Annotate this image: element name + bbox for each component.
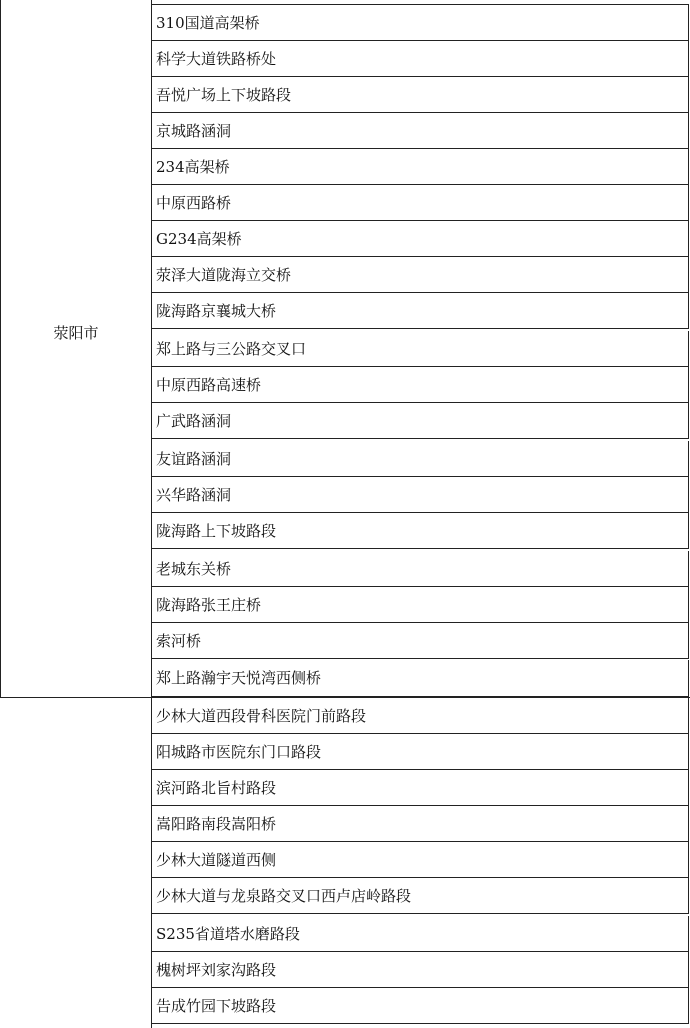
region-cell-group-2	[0, 698, 152, 1028]
location-cell: 少林大道隧道西侧	[152, 842, 689, 878]
location-cell: 陇海路张王庄桥	[152, 587, 689, 623]
location-cell: 友谊路涵洞	[152, 441, 689, 477]
location-cell: 荥泽大道陇海立交桥	[152, 257, 689, 293]
location-cell: 中原西路高速桥	[152, 367, 689, 403]
region-cell-group-1	[0, 0, 152, 697]
location-cell: 陇海路京襄城大桥	[152, 293, 689, 329]
region-label: 荥阳市	[53, 324, 99, 342]
location-cell: 少林大道与龙泉路交叉口西卢店岭路段	[152, 878, 689, 914]
location-cell: 广武路涵洞	[152, 403, 689, 439]
location-cell: 嵩阳路南段嵩阳桥	[152, 806, 689, 842]
location-cell: G234高架桥	[152, 221, 689, 257]
location-cell: 郑上路瀚宇天悦湾西侧桥	[152, 660, 689, 697]
location-cell: 告成竹园下坡路段	[152, 988, 689, 1024]
location-cell: 槐树坪刘家沟路段	[152, 952, 689, 988]
location-cell: 234高架桥	[152, 149, 689, 185]
location-cell: S235省道塔水磨路段	[152, 916, 689, 952]
location-cell: 索河桥	[152, 623, 689, 659]
location-cell: 郑上路与三公路交叉口	[152, 331, 689, 367]
location-cell: 陇海路上下坡路段	[152, 513, 689, 549]
location-cell: 科学大道铁路桥处	[152, 41, 689, 77]
location-cell: 京城路涵洞	[152, 113, 689, 149]
location-cell: 老城东关桥	[152, 551, 689, 587]
location-cell: 兴华路涵洞	[152, 477, 689, 513]
location-cell: 吾悦广场上下坡路段	[152, 77, 689, 113]
location-cell: 阳城路市医院东门口路段	[152, 734, 689, 770]
location-cell: 滨河路北旨村路段	[152, 770, 689, 806]
location-cell: 310国道高架桥	[152, 5, 689, 41]
location-cell: 少林大道西段骨科医院门前路段	[152, 698, 689, 734]
location-cell: 中原西路桥	[152, 185, 689, 221]
